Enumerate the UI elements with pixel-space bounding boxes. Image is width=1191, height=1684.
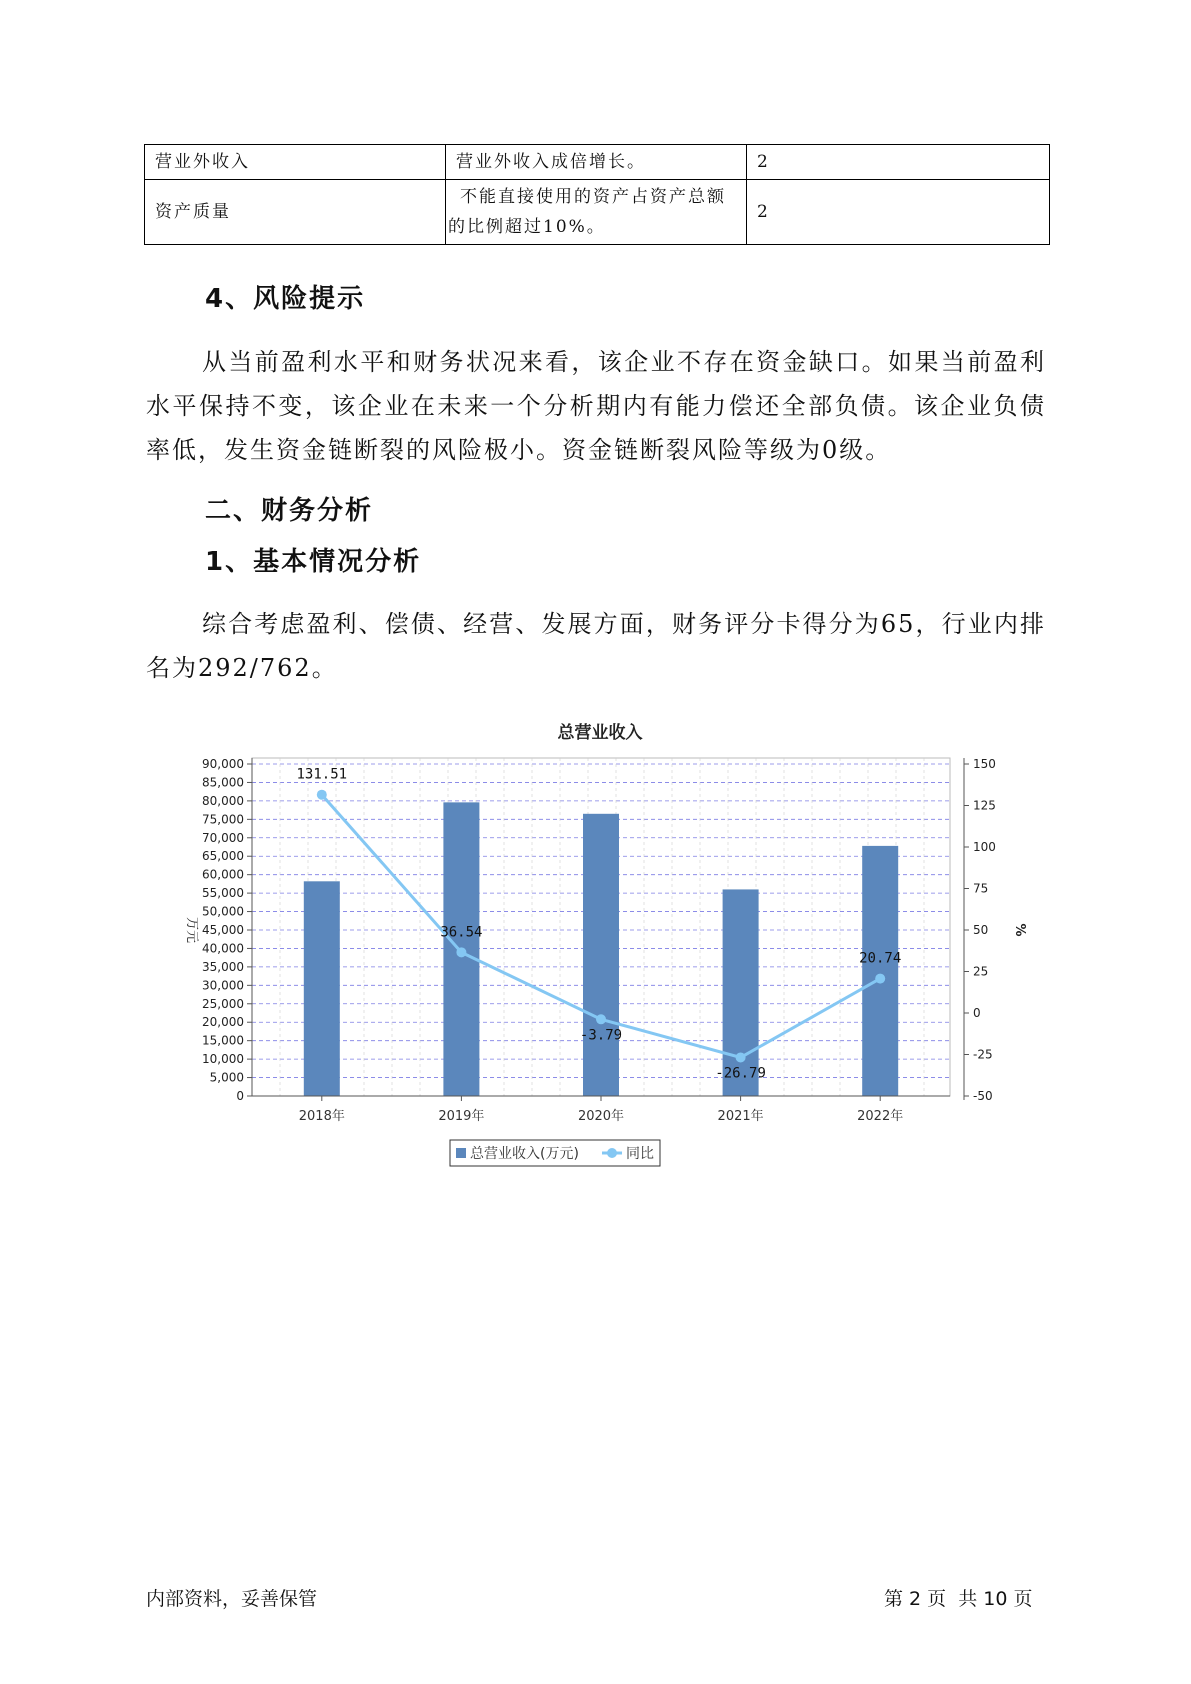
- yoy-data-label: 20.74: [859, 950, 902, 967]
- chart-bars: [304, 802, 898, 1096]
- yoy-data-label: 131.51: [296, 766, 348, 783]
- chart-title: 总营业收入: [557, 723, 643, 743]
- y-tick-label: 55,000: [202, 886, 244, 901]
- yoy-data-label: 36.54: [440, 924, 483, 941]
- table-cell-item: 营业外收入: [145, 145, 446, 180]
- y2-tick-label: 150: [973, 757, 996, 771]
- table-cell-score: 2: [747, 145, 1050, 180]
- y-tick-label: 90,000: [202, 757, 244, 771]
- y-tick-label: 85,000: [202, 775, 244, 790]
- y2-tick-label: 50: [973, 923, 989, 937]
- yoy-point: [596, 1014, 606, 1024]
- table-row: [145, 180, 1050, 245]
- analysis-text: 综合考虑盈利、偿债、经营、发展方面，财务评分卡得分为65，行业内排名为292/762。: [146, 610, 1046, 682]
- y-tick-label: 30,000: [202, 978, 244, 993]
- bar: [862, 846, 898, 1096]
- bar: [304, 881, 340, 1096]
- risk-paragraph: [146, 340, 1046, 472]
- yoy-point: [875, 974, 885, 984]
- footer-page-number: 第 2 页 共 10 页: [884, 1588, 1033, 1610]
- y-tick-label: 15,000: [202, 1033, 244, 1048]
- legend-bar-label: 总营业收入(万元): [470, 1146, 579, 1162]
- section-heading: 二、财务分析: [205, 496, 374, 526]
- x-tick-label: 2018年: [298, 1109, 345, 1124]
- y2-tick-label: 100: [973, 840, 996, 854]
- y2-tick-label: -50: [973, 1089, 993, 1103]
- chart-legend: [450, 1140, 660, 1166]
- table-cell-score: 2: [747, 180, 1050, 245]
- y-tick-label: 65,000: [202, 849, 244, 864]
- y2-axis-title: %: [1012, 923, 1027, 937]
- table-cell-item: 资产质量: [145, 180, 446, 245]
- yoy-data-label: -3.79: [579, 1027, 623, 1044]
- y-tick-label: 10,000: [202, 1052, 244, 1067]
- footer-left: 内部资料，妥善保管: [146, 1588, 318, 1610]
- x-tick-label: 2021年: [717, 1109, 764, 1124]
- x-tick-label: 2022年: [857, 1109, 904, 1124]
- revenue-chart: [176, 712, 1036, 1172]
- table-cell-description: 不能直接使用的资产占资产总额的比例超过10%。: [446, 180, 747, 245]
- metric-table: [144, 144, 1050, 245]
- table-cell-description: 营业外收入成倍增长。: [446, 145, 747, 180]
- y-tick-label: 20,000: [202, 1015, 244, 1030]
- y-axis-title: 万元: [184, 916, 199, 944]
- y-tick-label: 45,000: [202, 923, 244, 937]
- y-tick-label: 60,000: [202, 867, 244, 882]
- y-tick-label: 35,000: [202, 959, 244, 974]
- y2-tick-label: -25: [973, 1047, 993, 1062]
- y-tick-label: 50,000: [202, 904, 244, 919]
- risk-heading: 4、风险提示: [205, 284, 366, 314]
- legend-bar-swatch: [456, 1148, 466, 1158]
- y2-tick-label: 125: [973, 798, 996, 813]
- yoy-point: [317, 790, 327, 800]
- y-tick-label: 80,000: [202, 793, 244, 808]
- sub-heading: 1、基本情况分析: [205, 547, 422, 577]
- x-tick-label: 2019年: [438, 1109, 485, 1124]
- y-tick-label: 5,000: [209, 1070, 244, 1085]
- x-tick-label: 2020年: [577, 1109, 625, 1124]
- y2-tick-label: 25: [973, 964, 989, 979]
- risk-text: 从当前盈利水平和财务状况来看，该企业不存在资金缺口。如果当前盈利水平保持不变，该企业在未来一个分析期内有能力偿还全部负债。该企业负债率低，发生资金链断裂的风险极小。资金链断裂风险等级为0级。: [146, 348, 1046, 464]
- analysis-paragraph: [146, 602, 1046, 690]
- legend-line-label: 同比: [626, 1146, 654, 1162]
- y-tick-label: 0: [236, 1089, 244, 1103]
- y2-tick-label: 75: [973, 881, 989, 896]
- yoy-point: [456, 947, 466, 957]
- y2-tick-label: 0: [973, 1006, 981, 1020]
- yoy-data-label: -26.79: [715, 1065, 766, 1082]
- yoy-point: [736, 1052, 746, 1062]
- table-row: [145, 145, 1050, 180]
- bar: [583, 814, 619, 1096]
- legend-line-marker: [607, 1148, 617, 1158]
- y-tick-label: 40,000: [202, 941, 244, 956]
- y-tick-label: 75,000: [202, 812, 244, 827]
- y-tick-label: 25,000: [202, 996, 244, 1011]
- y-tick-label: 70,000: [202, 830, 244, 845]
